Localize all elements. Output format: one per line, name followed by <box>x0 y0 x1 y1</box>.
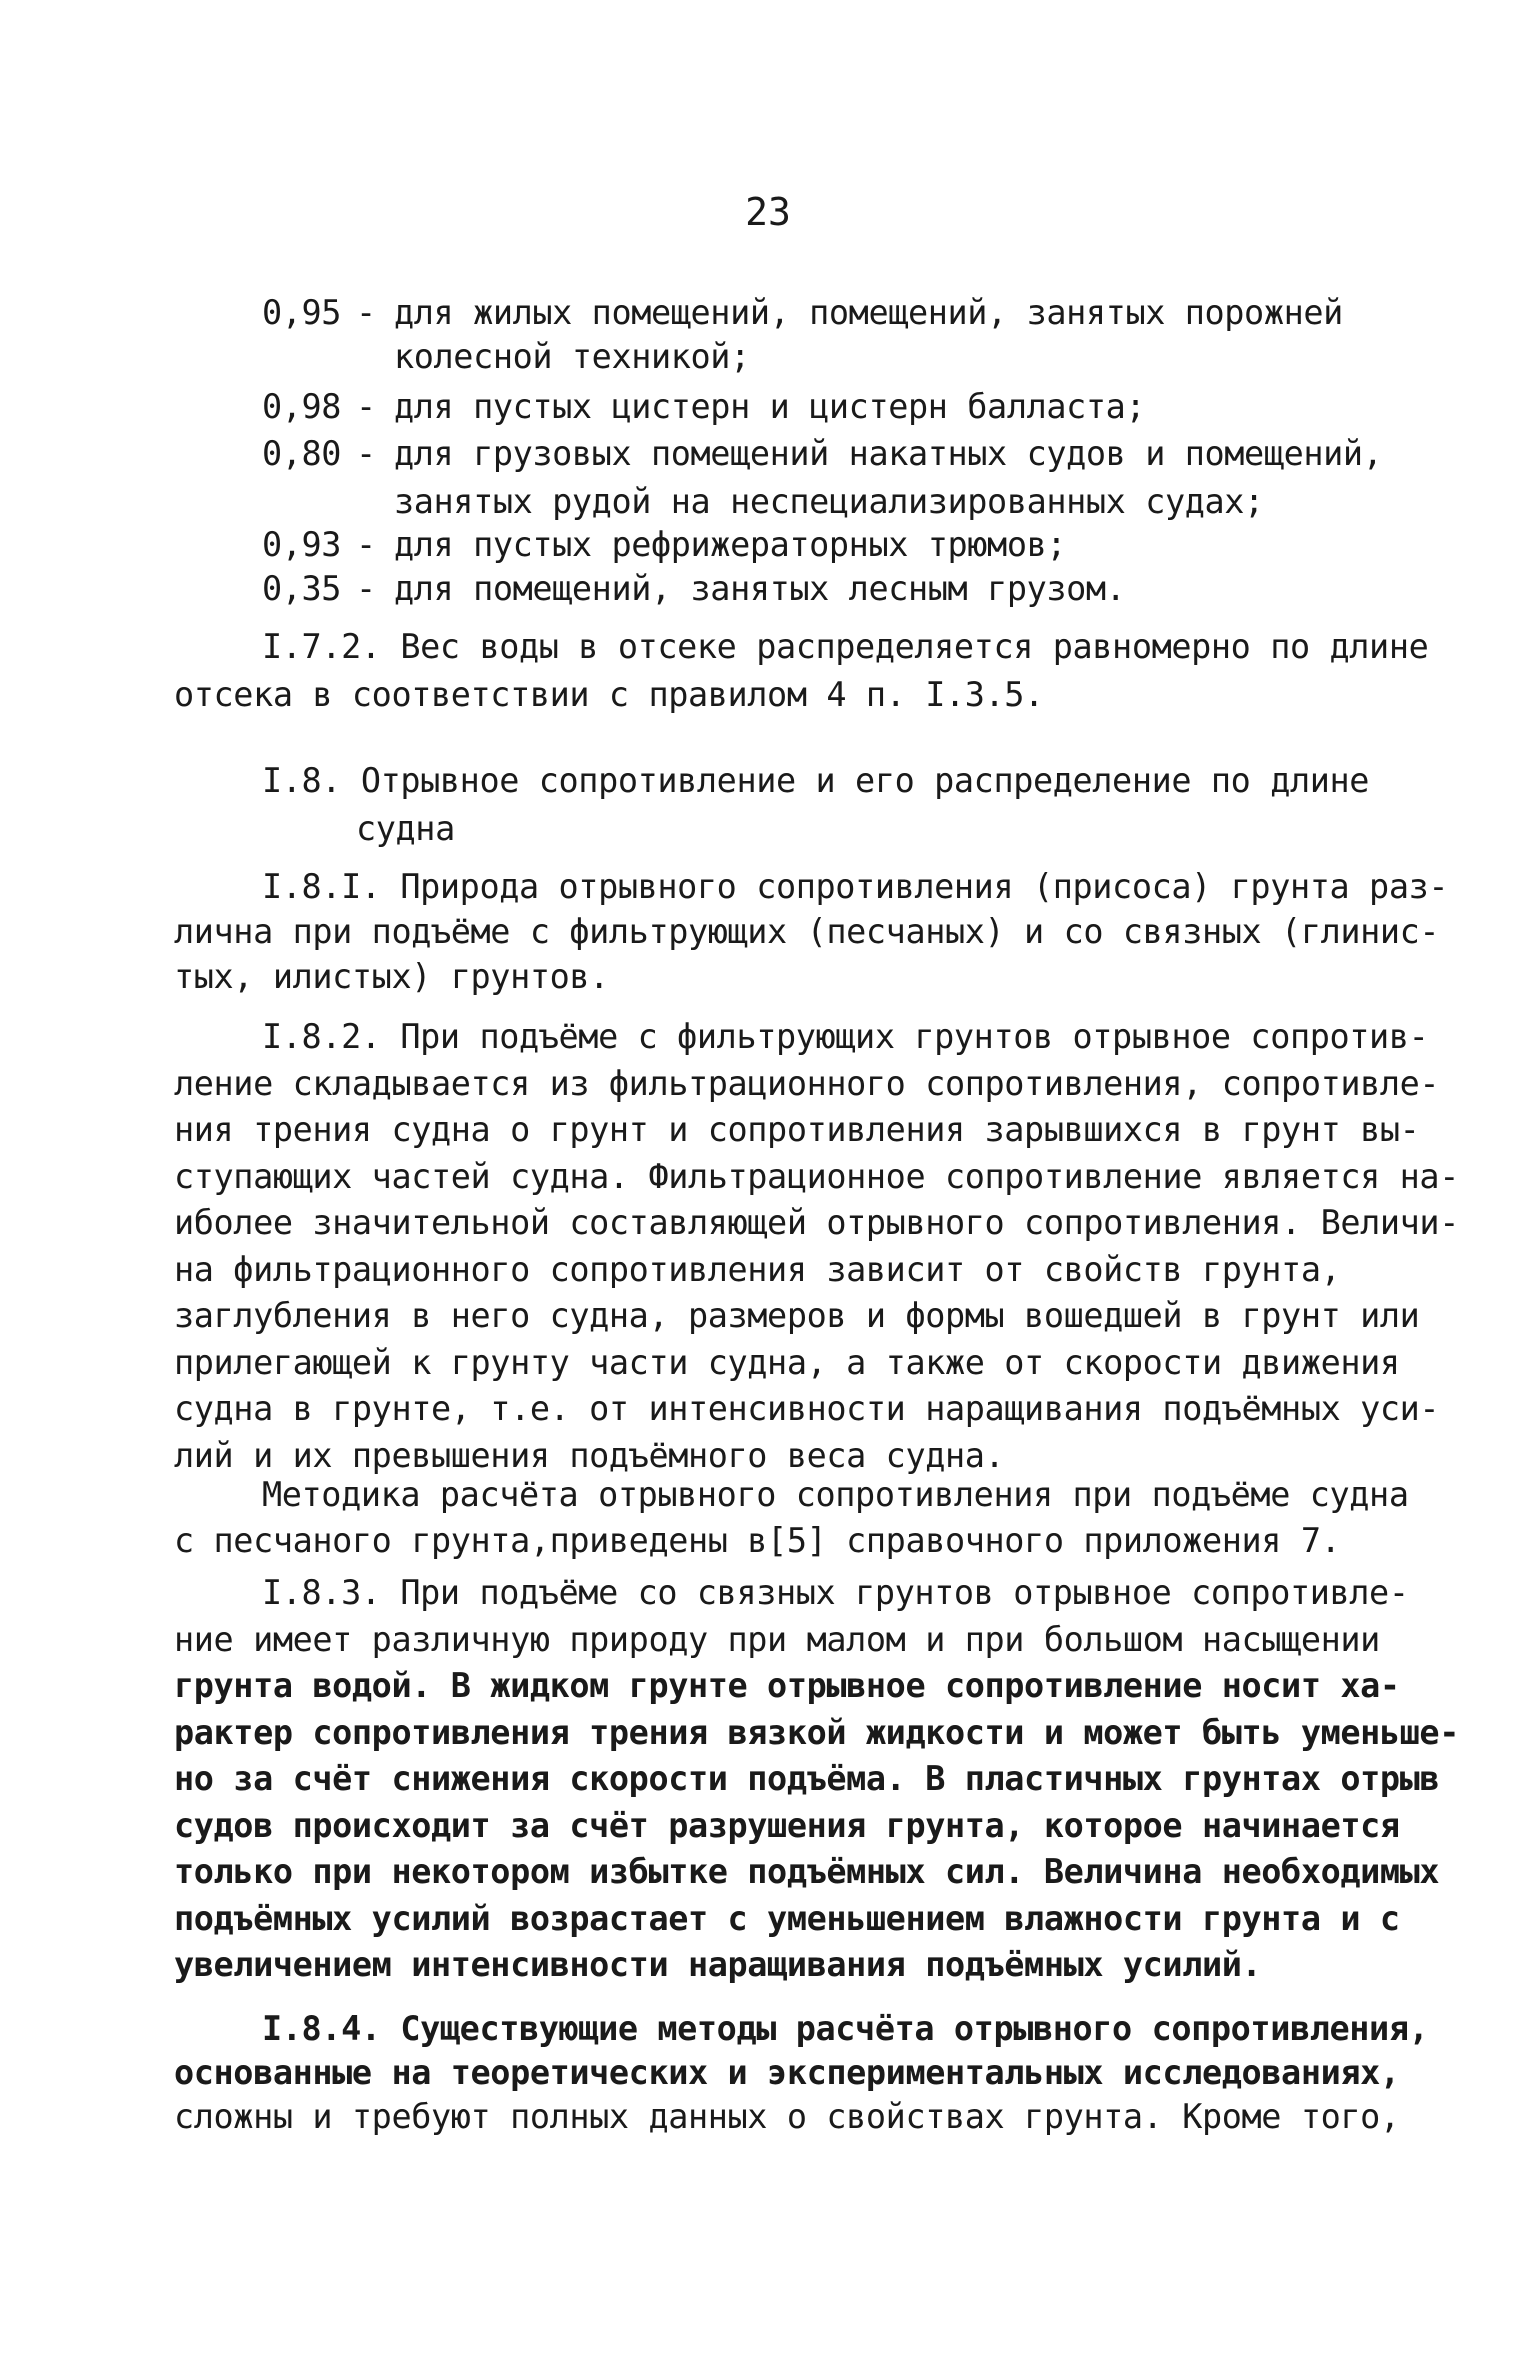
paragraph-1-7-2: отсека в соответствии с правилом 4 п. I.3.5. <box>174 675 1044 714</box>
coefficient-value: 0,95 <box>262 293 342 332</box>
coefficient-description: колесной техникой; <box>394 337 750 376</box>
coefficient-value: 0,93 <box>262 525 342 564</box>
paragraph-1-7-2: I.7.2. Вес воды в отсеке распределяется равномерно по длине <box>262 627 1429 666</box>
paragraph-1-8-2: ступающих частей судна. Фильтрационное сопротивление является на- <box>174 1156 1459 1196</box>
paragraph-1-8-3: судов происходит за счёт разрушения грунта, которое начинается <box>174 1805 1400 1845</box>
coefficient-dash: - <box>356 387 376 426</box>
paragraph-1-8-3: I.8.3. При подъёме со связных грунтов отрывное сопротивле- <box>262 1573 1409 1612</box>
paragraph-1-8-2: иболее значительной составляющей отрывного сопротивления. Величи- <box>174 1203 1459 1242</box>
paragraph-1-8-1: тых, илистых) грунтов. <box>174 957 609 996</box>
paragraph-1-8-3: ние имеет различную природу при малом и при большом насыщении <box>174 1619 1380 1659</box>
paragraph-1-8-1: I.8.I. Природа отрывного сопротивления (присоса) грунта раз- <box>262 867 1449 906</box>
coefficient-description: для грузовых помещений накатных судов и помещений, <box>394 434 1383 473</box>
paragraph-1-8-2: прилегающей к грунту части судна, а также от скорости движения <box>174 1342 1400 1382</box>
paragraph-1-8-4: I.8.4. Существующие методы расчёта отрывного сопротивления, <box>262 2009 1429 2048</box>
coefficient-value: 0,98 <box>262 387 342 426</box>
paragraph-1-8-4: основанные на теоретических и экспериментальных исследованиях, <box>174 2053 1400 2092</box>
coefficient-description: для пустых рефрижераторных трюмов; <box>394 525 1067 564</box>
coefficient-value: 0,35 <box>262 569 342 608</box>
paragraph-1-8-2: ния трения судна о грунт и сопротивления зарывшихся в грунт вы- <box>174 1110 1420 1149</box>
paragraph-1-8-3: рактер сопротивления трения вязкой жидкости и может быть уменьше- <box>174 1712 1459 1752</box>
coefficient-description: для помещений, занятых лесным грузом. <box>394 569 1126 608</box>
paragraph-1-8-3: увеличением интенсивности наращивания подъёмных усилий. <box>174 1945 1262 1984</box>
coefficient-description: для пустых цистерн и цистерн балласта; <box>394 387 1146 426</box>
paragraph-1-8-2: I.8.2. При подъёме с фильтрующих грунтов отрывное сопротив- <box>262 1017 1429 1056</box>
paragraph-method: с песчаного грунта,приведены в[5] справочного приложения 7. <box>174 1521 1341 1560</box>
coefficient-dash: - <box>356 525 376 564</box>
paragraph-1-8-2: на фильтрационного сопротивления зависит от свойств грунта, <box>174 1249 1341 1289</box>
coefficient-dash: - <box>356 569 376 608</box>
paragraph-1-8-3: только при некотором избытке подъёмных сил. Величина необходимых <box>174 1852 1440 1891</box>
section-heading-1-8: судна <box>356 809 455 848</box>
paragraph-1-8-2: лий и их превышения подъёмного веса судна. <box>174 1435 1005 1475</box>
coefficient-dash: - <box>356 434 376 473</box>
paragraph-1-8-3: подъёмных усилий возрастает с уменьшением влажности грунта и с <box>174 1898 1400 1938</box>
coefficient-description: для жилых помещений, помещений, занятых порожней <box>394 293 1343 332</box>
paragraph-1-8-3: грунта водой. В жидком грунте отрывное сопротивление носит ха- <box>174 1666 1400 1705</box>
coefficient-description: занятых рудой на неспециализированных судах; <box>394 482 1264 521</box>
paragraph-1-8-2: заглубления в него судна, размеров и формы вошедшей в грунт или <box>174 1296 1420 1335</box>
coefficient-value: 0,80 <box>262 434 342 473</box>
paragraph-1-8-2: ление складывается из фильтрационного сопротивления, сопротивле- <box>174 1063 1440 1103</box>
paragraph-1-8-4: сложны и требуют полных данных о свойствах грунта. Кроме того, <box>174 2097 1400 2136</box>
paragraph-1-8-1: лична при подъёме с фильтрующих (песчаных) и со связных (глинис- <box>174 912 1440 951</box>
coefficient-dash: - <box>356 293 376 332</box>
paragraph-1-8-2: судна в грунте, т.е. от интенсивности наращивания подъёмных уси- <box>174 1389 1440 1428</box>
paragraph-1-8-3: но за счёт снижения скорости подъёма. В пластичных грунтах отрыв <box>174 1759 1440 1798</box>
page-number: 23 <box>745 190 791 234</box>
paragraph-method: Методика расчёта отрывного сопротивления при подъёме судна <box>262 1475 1409 1514</box>
section-heading-1-8: I.8. Отрывное сопротивление и его распределение по длине <box>262 761 1370 800</box>
